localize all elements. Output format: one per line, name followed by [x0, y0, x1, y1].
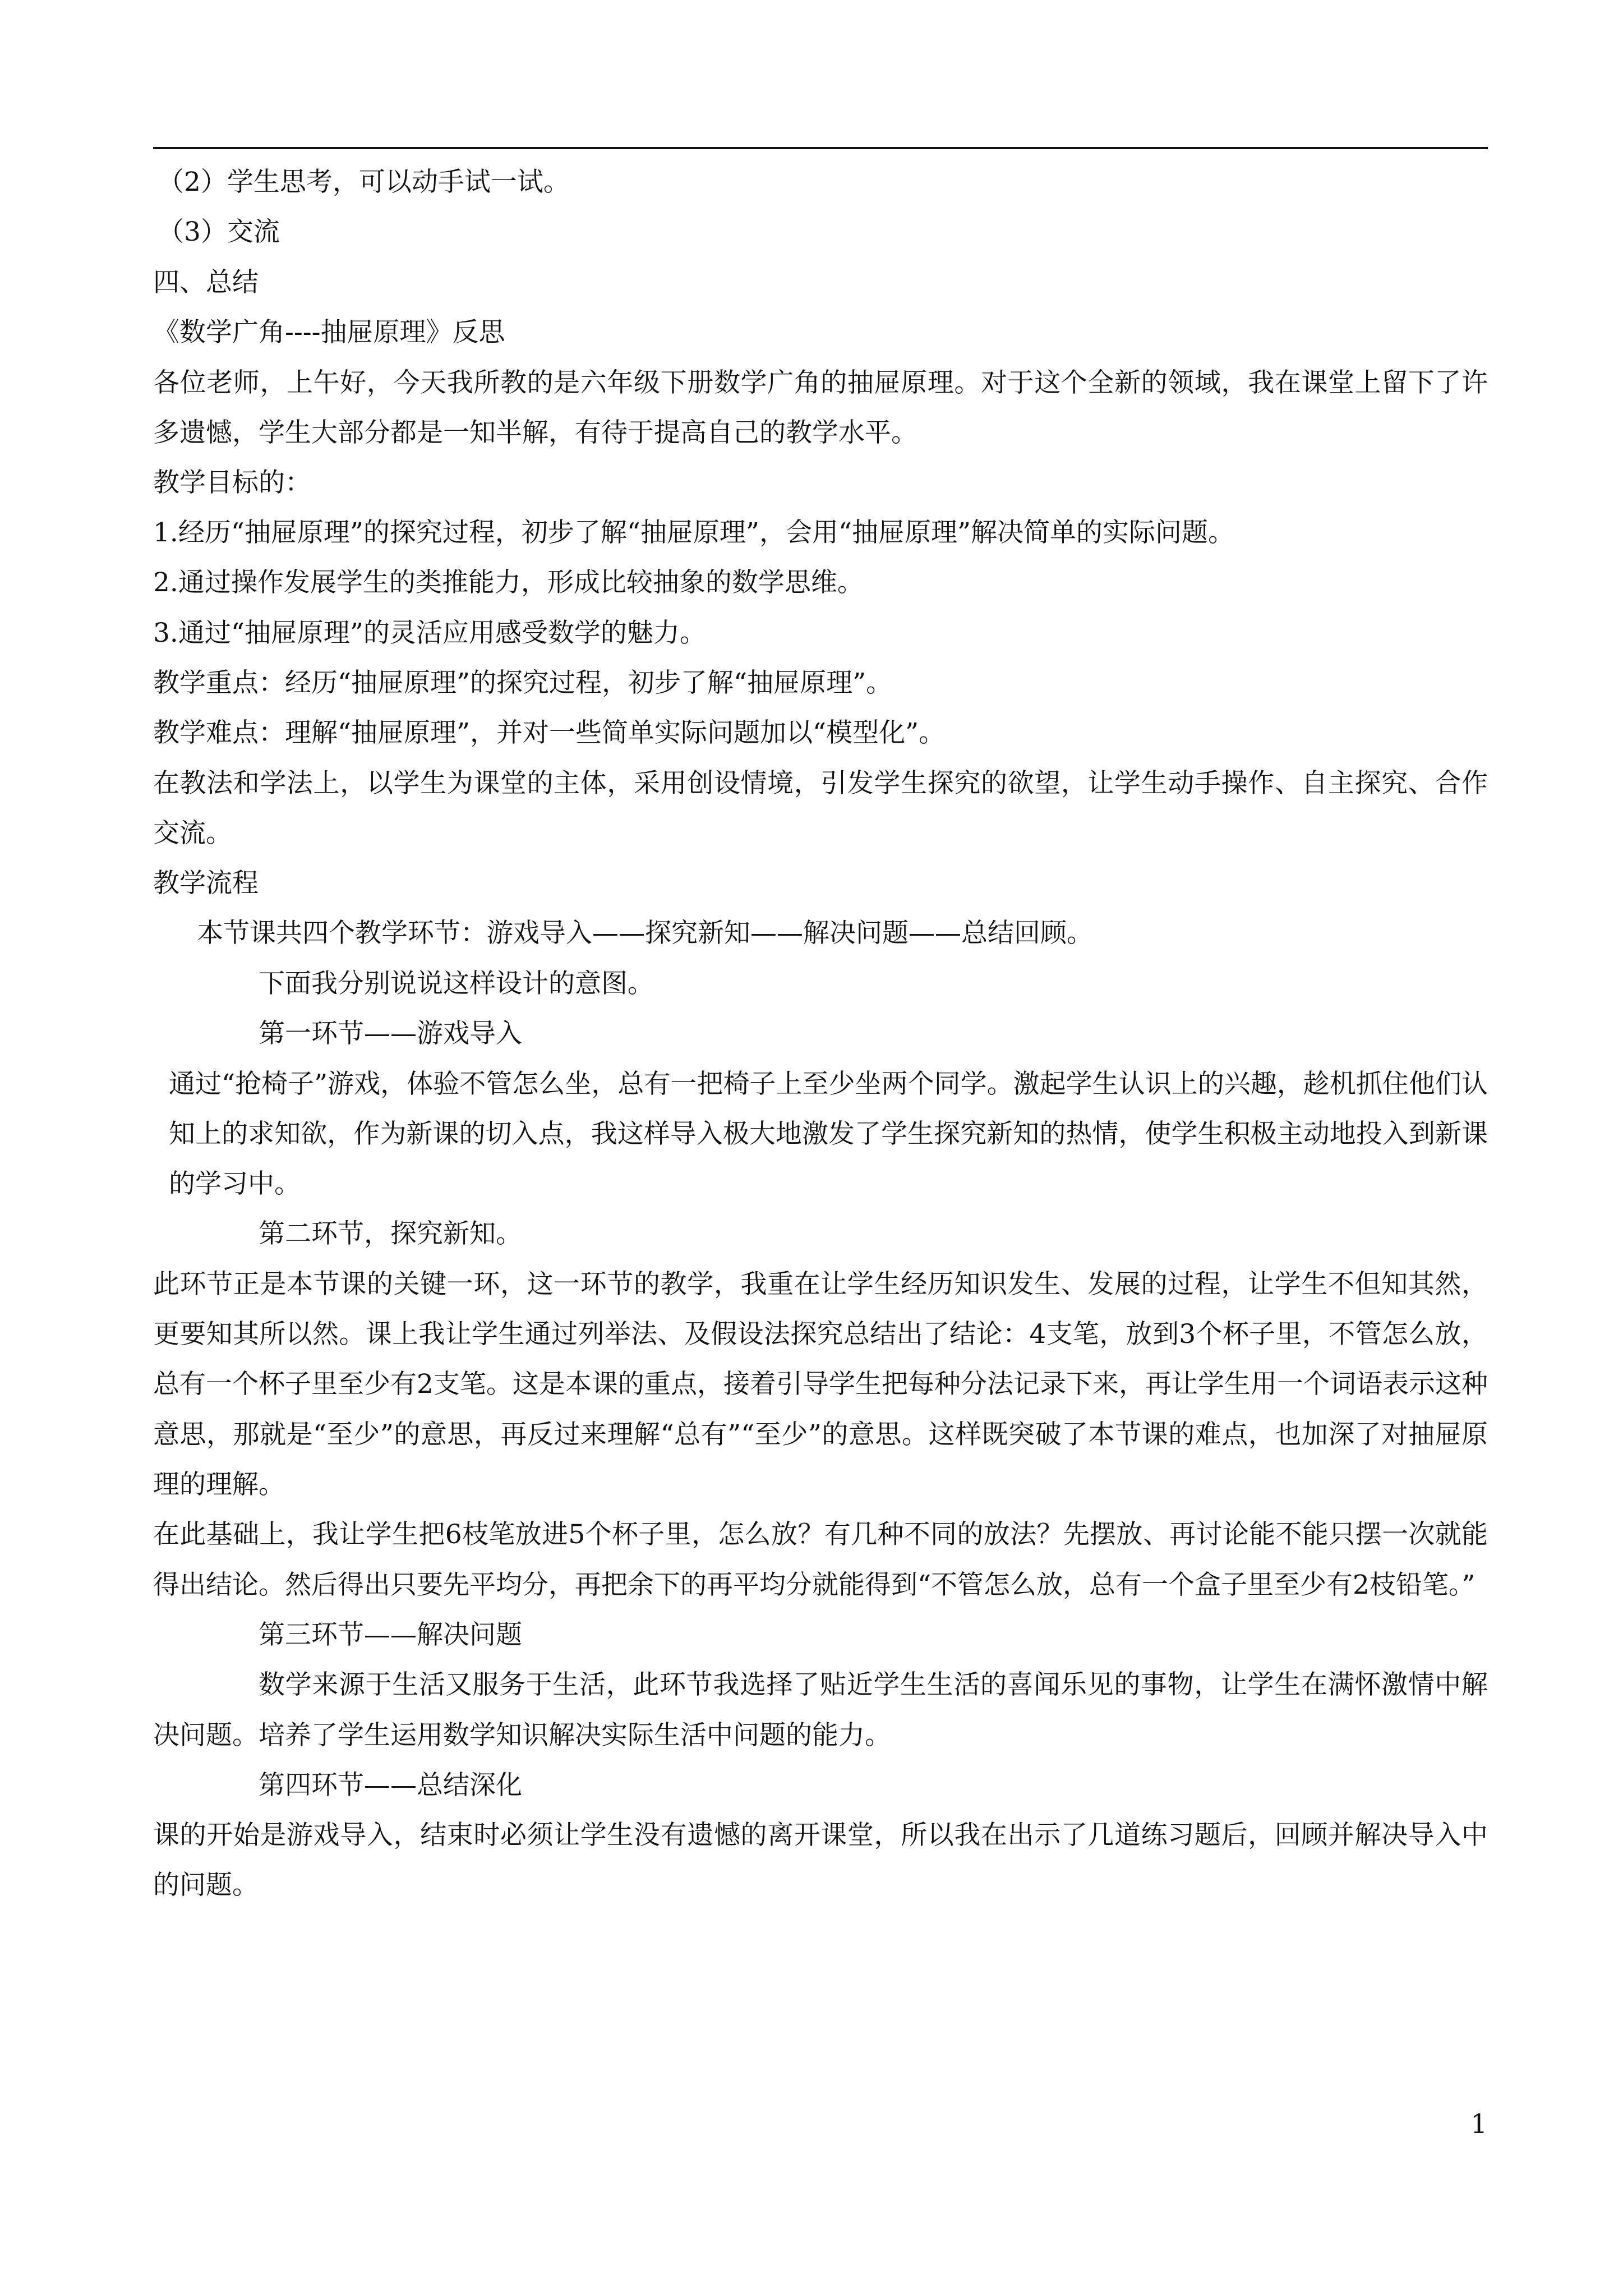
stage-1-paragraph: 通过“抢椅子”游戏，体验不管怎么坐，总有一把椅子上至少坐两个同学。激起学生认识上的兴趣，趁机抓住他们认知上的求知欲，作为新课的切入点，我这样导入极大地激发了学生探究新知的热情，使学生积极主动地投入到新课的学习中。: [169, 1068, 1488, 1200]
objective-item-2: 2.通过操作发展学生的类推能力，形成比较抽象的数学思维。: [153, 569, 864, 597]
reflection-title: 《数学广角----抽屉原理》反思: [153, 318, 505, 347]
stage-4-paragraph: 课的开始是游戏导入，结束时必须让学生没有遗憾的离开课堂，所以我在出示了几道练习题后，回顾并解决导入中的问题。: [153, 1820, 1488, 1901]
process-overview: 本节课共四个教学环节：游戏导入——探究新知——解决问题——总结回顾。: [197, 919, 1093, 948]
page-number: 1: [1470, 2109, 1487, 2139]
header-rule: [153, 147, 1488, 149]
stage-2-heading: 第二环节，探究新知。: [259, 1220, 522, 1249]
section-heading-summary: 四、总结: [153, 268, 259, 297]
difficult-point: 教学难点：理解“抽屉原理”，并对一些简单实际问题加以“模型化”。: [153, 719, 946, 748]
method-paragraph: 在教法和学法上，以学生为课堂的主体，采用创设情境，引发学生探究的欲望，让学生动手操作、自主探究、合作交流。: [153, 767, 1488, 849]
stage-3-heading: 第三环节——解决问题: [259, 1621, 522, 1649]
objective-item-1: 1.经历“抽屉原理”的探究过程，初步了解“抽屉原理”，会用“抽屉原理”解决简单的实际问题。: [153, 519, 1235, 547]
process-heading: 教学流程: [153, 869, 259, 898]
stage-3-paragraph: 数学来源于生活又服务于生活，此环节我选择了贴近学生生活的喜闻乐见的事物，让学生在满怀激情中解决问题。培养了学生运用数学知识解决实际生活中问题的能力。: [153, 1669, 1488, 1751]
objective-item-3: 3.通过“抽屉原理”的灵活应用感受数学的魅力。: [153, 619, 706, 647]
intro-paragraph: 各位老师，上午好，今天我所教的是六年级下册数学广角的抽屉原理。对于这个全新的领域，我在课堂上留下了许多遗憾，学生大部分都是一知半解，有待于提高自己的教学水平。: [153, 367, 1488, 448]
step-exchange: （3）交流: [158, 218, 280, 247]
stage-2-paragraph: 此环节正是本节课的关键一环，这一环节的教学，我重在让学生经历知识发生、发展的过程，让学生不但知其然，更要知其所以然。课上我让学生通过列举法、及假设法探究总结出了结论：4支笔，放到3个杯子里，不管怎么放，总有一个杯子里至少有2支笔。这是本课的重点，接着引导学生把每种分法记录下来，再让学生用一个词语表示这种意思，那就是“至少”的意思，再反过来理解“总有”“至少”的意思。这样既突破了本节课的难点，也加深了对抽屉原理的理解。: [153, 1268, 1488, 1501]
stage-2-extension-paragraph: 在此基础上，我让学生把6枝笔放进5个杯子里，怎么放？有几种不同的放法？先摆放、再讨论能不能只摆一次就能得出结论。然后得出只要先平均分，再把余下的再平均分就能得到“不管怎么放，总有一个盒子里至少有2枝铅笔。”: [153, 1519, 1488, 1600]
design-intent-intro: 下面我分别说说这样设计的意图。: [259, 969, 654, 998]
stage-4-heading: 第四环节——总结深化: [259, 1771, 522, 1800]
step-think: （2）学生思考，可以动手试一试。: [158, 168, 570, 196]
document-body: [153, 168, 1488, 1921]
key-point: 教学重点：经历“抽屉原理”的探究过程，初步了解“抽屉原理”。: [153, 669, 893, 697]
objectives-heading: 教学目标的：: [153, 468, 311, 497]
stage-1-heading: 第一环节——游戏导入: [259, 1020, 522, 1048]
